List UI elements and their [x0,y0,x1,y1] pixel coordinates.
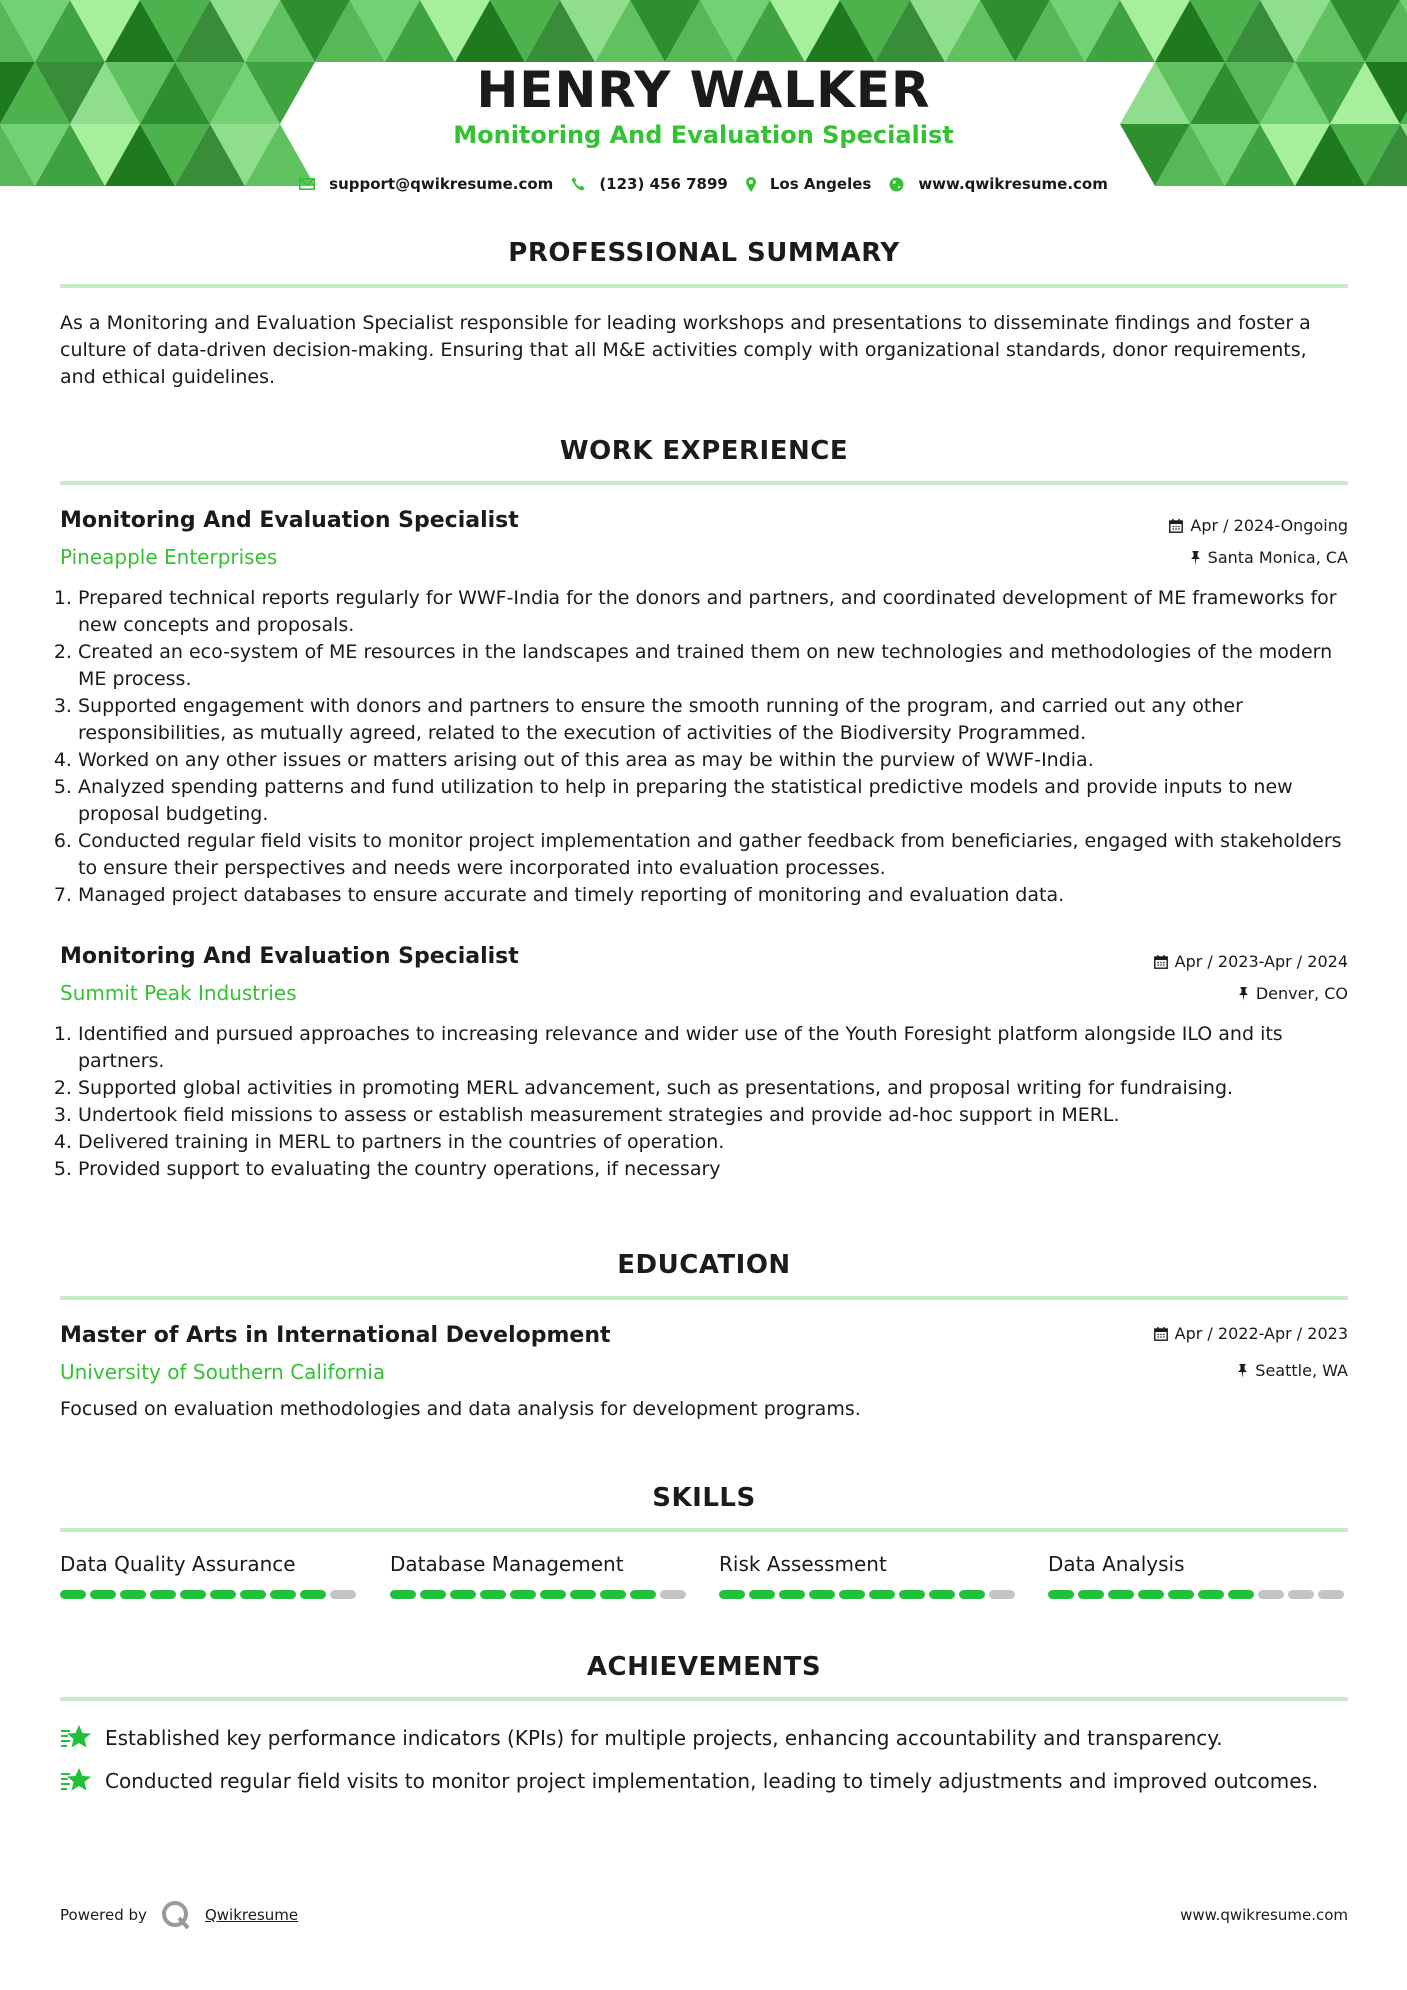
list-item: 5. Provided support to evaluating the country operations, if necessary [78,1156,1366,1183]
skill-label: Data Analysis [1048,1552,1185,1576]
degree-title: Master of Arts in International Development [60,1323,611,1348]
skill-meter [719,1590,1019,1599]
list-item: 2. Created an eco-system of ME resources in the landscapes and trained them on new technologies and methodologies of the modern ME process. [78,639,1366,693]
skill-segment [809,1590,835,1599]
skill-segment [330,1590,356,1599]
skill-segment [839,1590,865,1599]
skill-database-management [390,1552,690,1599]
qwikresume-logo-icon [161,1900,191,1930]
skill-data-analysis [1048,1552,1348,1599]
globe-icon [889,177,904,192]
calendar-icon [1154,955,1168,969]
calendar-icon [1154,1327,1168,1341]
skill-segment [1138,1590,1164,1599]
envelope-icon [299,178,315,190]
list-item: 5. Analyzed spending patterns and fund utilization to help in preparing the statistical predictive models and provide inputs to new proposal budgeting. [78,774,1366,828]
education-dates [1154,1324,1348,1343]
job-location-text-1: Santa Monica, CA [1207,548,1348,567]
skill-segment [1108,1590,1134,1599]
skill-segment [779,1590,805,1599]
pushpin-icon [1237,1364,1248,1378]
skill-segment [90,1590,116,1599]
education-location-text: Seattle, WA [1255,1361,1348,1380]
job-location-2 [1238,984,1348,1003]
skill-segment [210,1590,236,1599]
skill-data-quality-assurance [60,1552,360,1599]
skill-meter [1048,1590,1348,1599]
skill-segment [120,1590,146,1599]
skills-heading: SKILLS [652,1483,756,1513]
job-title-1: Monitoring And Evaluation Specialist [60,508,519,533]
star-badge-icon [60,1765,92,1797]
skill-segment [660,1590,686,1599]
skill-segment [989,1590,1015,1599]
job-location-1 [1190,548,1348,567]
skill-segment [510,1590,536,1599]
skill-segment [719,1590,745,1599]
skill-segment [899,1590,925,1599]
contact-phone-text: (123) 456 7899 [599,175,728,193]
list-item: 6. Conducted regular field visits to monitor project implementation and gather feedback from beneficiaries, engaged with stakeholders to ensure their perspectives and needs were incorporated into evaluation processes. [78,828,1366,882]
skill-segment [630,1590,656,1599]
skill-segment [749,1590,775,1599]
education-dates-text: Apr / 2022-Apr / 2023 [1174,1324,1348,1343]
skill-segment [540,1590,566,1599]
list-item: 3. Supported engagement with donors and partners to ensure the smooth running of the program, and carried out any other responsibilities, as mutually agreed, related to the execution of activities of the Biodiversity Programmed. [78,693,1366,747]
calendar-icon [1169,519,1183,533]
list-item: 4. Delivered training in MERL to partners in the countries of operation. [78,1129,1366,1156]
list-item: 4. Worked on any other issues or matters arising out of this area as may be within the purview of WWF-India. [78,747,1366,774]
skills-divider [60,1528,1348,1532]
skill-segment [1078,1590,1104,1599]
map-marker-icon [746,177,756,192]
skill-segment [869,1590,895,1599]
skill-risk-assessment [719,1552,1019,1599]
contact-location [746,175,871,193]
skill-segment [240,1590,266,1599]
powered-by-label: Powered by [60,1906,147,1924]
school-name: University of Southern California [60,1360,386,1384]
skill-segment [1198,1590,1224,1599]
qwikresume-link[interactable]: Qwikresume [204,1906,299,1924]
achievement-item [60,1765,1348,1797]
phone-icon [571,177,585,191]
pushpin-icon [1190,551,1201,565]
list-item: 1. Prepared technical reports regularly for WWF-India for the donors and partners, and coordinated development of ME frameworks for new concepts and proposals. [78,585,1366,639]
skill-segment [1228,1590,1254,1599]
skill-label: Database Management [390,1552,624,1576]
skill-segment [959,1590,985,1599]
education-heading: EDUCATION [617,1250,791,1280]
skill-label: Risk Assessment [719,1552,887,1576]
contact-email[interactable] [299,175,553,193]
skill-segment [570,1590,596,1599]
summary-divider [60,284,1348,288]
summary-text: As a Monitoring and Evaluation Specialist responsible for leading workshops and presentations to disseminate findings and foster a culture of data-driven decision-making. Ensuring that all M&E activities comply with organizational standards, donor requirements, and ethical guidelines. [60,312,1311,388]
job-dates-1 [1169,516,1348,535]
candidate-title: Monitoring And Evaluation Specialist [453,121,954,149]
job-title-2: Monitoring And Evaluation Specialist [60,944,519,969]
skill-segment [1318,1590,1344,1599]
job-dates-2 [1154,952,1348,971]
skill-segment [1258,1590,1284,1599]
skill-segment [929,1590,955,1599]
candidate-name: HENRY WALKER [476,61,931,119]
job-bullets-2 [60,1021,1366,1183]
skill-label: Data Quality Assurance [60,1552,296,1576]
skill-segment [1288,1590,1314,1599]
skill-segment [270,1590,296,1599]
job-location-text-2: Denver, CO [1255,984,1348,1003]
company-2: Summit Peak Industries [60,981,297,1005]
company-1: Pineapple Enterprises [60,545,278,569]
list-item: 7. Managed project databases to ensure accurate and timely reporting of monitoring and evaluation data. [78,882,1366,909]
achievement-text: Established key performance indicators (KPIs) for multiple projects, enhancing accountability and transparency. [105,1726,1223,1750]
skill-segment [420,1590,446,1599]
education-description: Focused on evaluation methodologies and data analysis for development programs. [60,1398,861,1420]
achievements-divider [60,1697,1348,1701]
job-bullets-1 [60,585,1366,909]
job-dates-text-1: Apr / 2024-Ongoing [1190,516,1348,535]
contact-email-text: support@qwikresume.com [329,175,554,193]
skill-segment [450,1590,476,1599]
skill-meter [60,1590,360,1599]
footer-powered-by [60,1900,298,1930]
contact-phone[interactable] [571,175,728,193]
achievements-heading: ACHIEVEMENTS [586,1652,822,1682]
list-item: 1. Identified and pursued approaches to increasing relevance and wider use of the Youth Foresight platform alongside ILO and its partners. [78,1021,1366,1075]
skill-segment [1168,1590,1194,1599]
list-item: 3. Undertook field missions to assess or establish measurement strategies and provide ad-hoc support in MERL. [78,1102,1366,1129]
skill-segment [600,1590,626,1599]
skill-segment [390,1590,416,1599]
skill-segment [480,1590,506,1599]
experience-heading: WORK EXPERIENCE [559,436,849,466]
skill-segment [60,1590,86,1599]
skill-segment [300,1590,326,1599]
skill-segment [150,1590,176,1599]
education-divider [60,1296,1348,1300]
star-badge-icon [60,1722,92,1754]
skill-meter [390,1590,690,1599]
summary-heading: PROFESSIONAL SUMMARY [508,238,900,268]
contact-website-text: www.qwikresume.com [918,175,1108,193]
contact-website[interactable] [889,175,1108,193]
job-dates-text-2: Apr / 2023-Apr / 2024 [1174,952,1348,971]
skill-segment [1048,1590,1074,1599]
achievement-item [60,1722,1348,1754]
list-item: 2. Supported global activities in promoting MERL advancement, such as presentations, and proposal writing for fundraising. [78,1075,1366,1102]
education-location [1237,1361,1348,1380]
achievement-text: Conducted regular field visits to monitor project implementation, leading to timely adjustments and improved outcomes. [105,1769,1319,1793]
experience-divider [60,481,1348,485]
skill-segment [180,1590,206,1599]
contact-location-text: Los Angeles [769,175,872,193]
footer-url[interactable]: www.qwikresume.com [1180,1906,1348,1924]
contact-bar [0,172,1407,196]
pushpin-icon [1238,987,1249,1001]
